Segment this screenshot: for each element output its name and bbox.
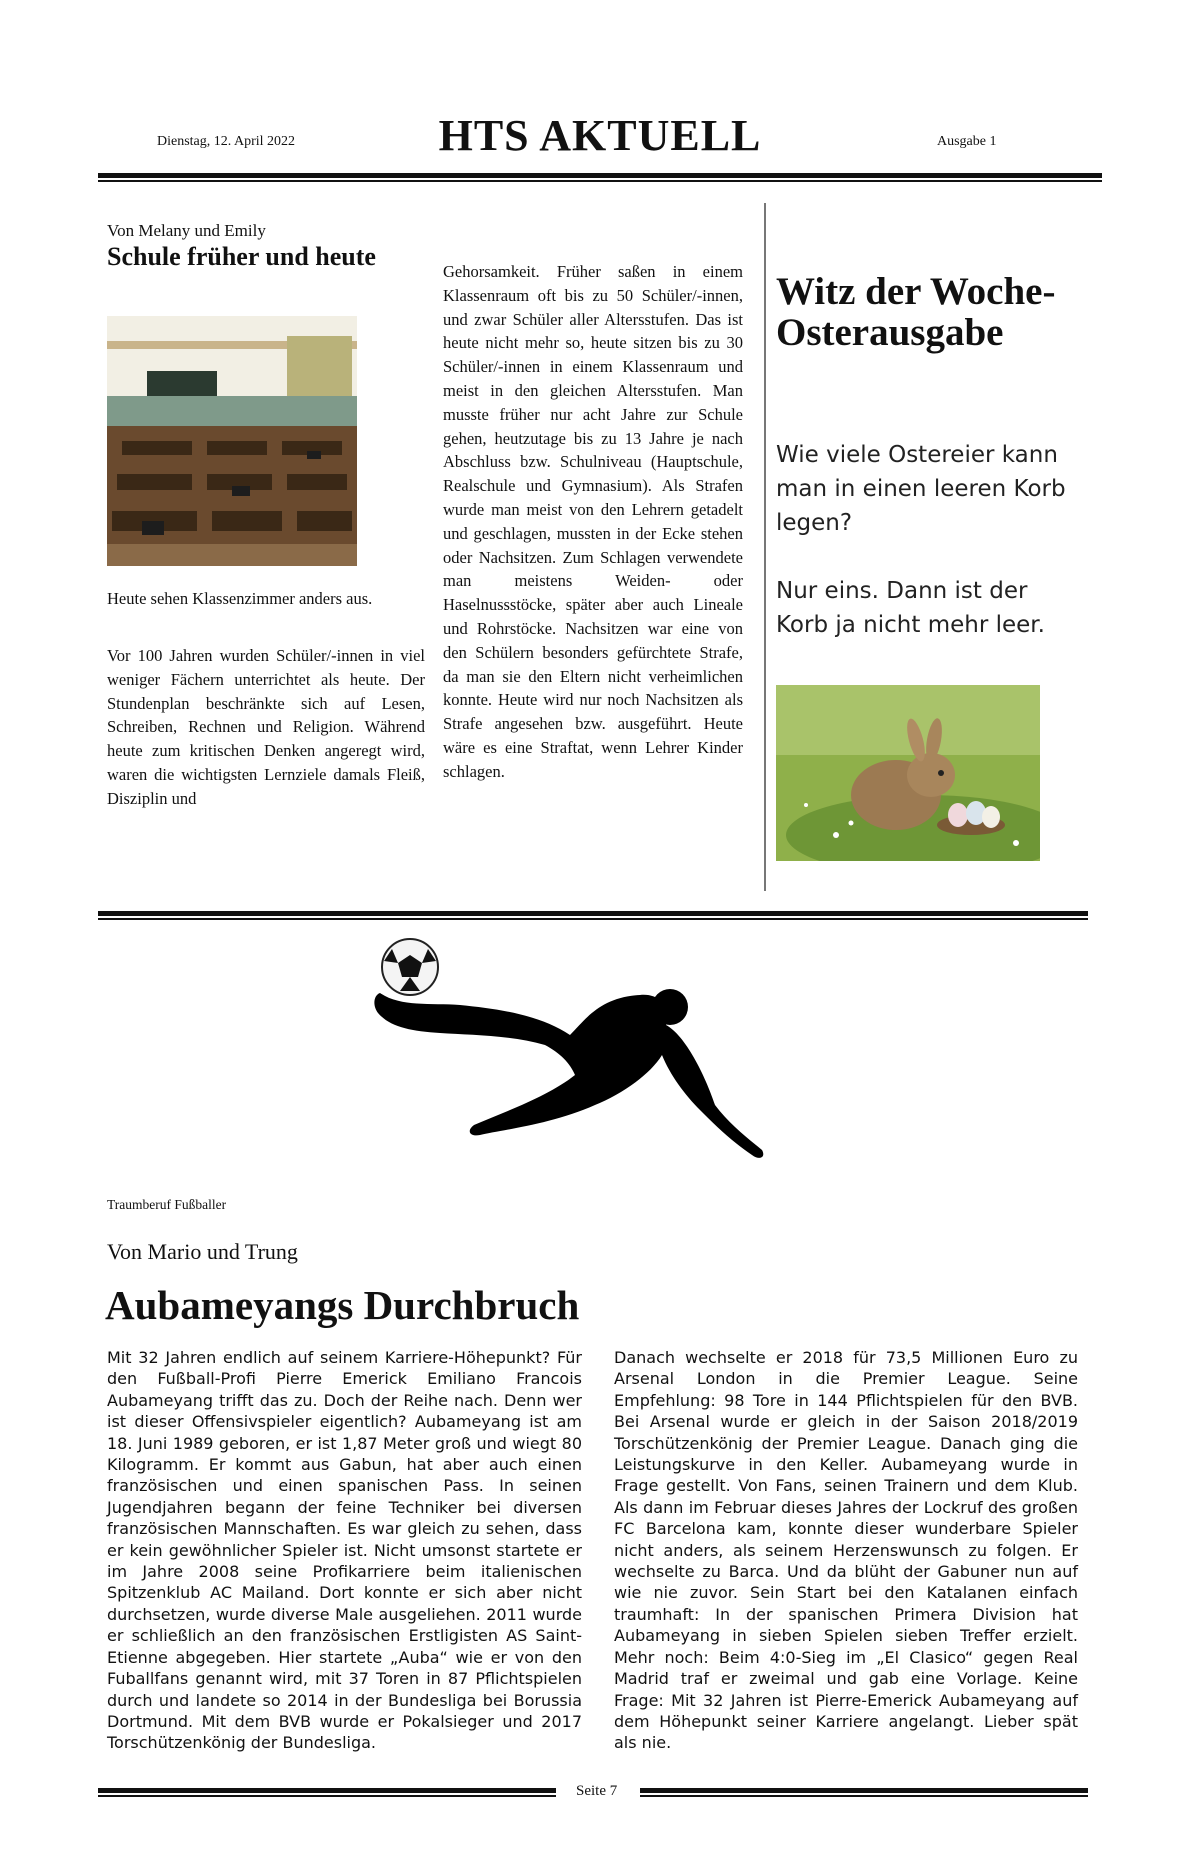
classroom-caption: Heute sehen Klassenzimmer anders aus.: [107, 589, 373, 608]
issue-number: Ausgabe 1: [937, 134, 997, 149]
footer-rule-left-thin: [98, 1795, 556, 1797]
football-text-column-1: Mit 32 Jahren endlich auf seinem Karriere-Höhepunkt? Für den Fußball-Profi Pierre Emerick Emiliano Francois Aubameyang trifft das zu. Doch der Reihe nach. Denn wer ist dieser Offensivspieler eigentlich? Aubameyang ist am 18. Juni 1989 geboren, er ist 1,87 Meter groß und wiegt 80 Kilogramm. Er kommt aus Gabun, hat aber auch einen französischen und einen spanischen Pass. In seinen Jugendjahren begann der feine Techniker bei diversen französischen Mannschaften. Es war gleich zu sehen, dass er kein gewöhnlicher Spieler ist. Nicht umsonst startete er im Jahre 2008 seine Profikarriere beim italienischen Spitzenklub AC Mailand. Dort konnte er sich aber nicht durchsetzen, wurde diverse Male ausgeliehen. 2011 wurde er schließlich an den französischen Erstligisten AS Saint-Etienne abgegeben. Hier startete „Auba“ wie er von den Fuballfans genannt wird, mit 37 Toren in 87 Pflichtspielen durch und landete so 2014 in der Bundesliga bei Borussia Dortmund. Mit dem BVB wurde er Pokalsieger und 2017 Torschützenkönig der Bundesliga.: [107, 1348, 582, 1753]
footer-rule-left-thick: [98, 1788, 556, 1793]
section-rule-thick: [98, 911, 1088, 916]
footballer-silhouette: [370, 935, 810, 1170]
section-rule-thin: [98, 918, 1088, 920]
classroom-photo: [107, 316, 357, 566]
column-divider: [764, 203, 766, 891]
school-text-column-2: Gehorsamkeit. Früher saßen in einem Klassenraum oft bis zu 50 Schüler/-innen, und zwar Schüler aller Altersstufen. Das ist heute nicht mehr so, heute sitzen bis zu 30 Schüler/-innen in einem Klassenraum und meist in den gleichen Altersstufen. Man musste früher nur acht Jahre zur Schule gehen, heutzutage bis zu 13 Jahre je nach Abschluss bzw. Schulniveau (Hauptschule, Realschule und Gymnasium). Als Strafen wurde man meist von den Lehrern getadelt und geschlagen, mussten in der Ecke stehen oder Nachsitzen. Zum Schlagen verwendete man meistens Weiden- oder Haselnussstöcke, später aber auch Lineale und Rohrstöcke. Nachsitzen war eine von den Schülern besonders gefürchtete Strafe, da man sie den Eltern nicht verheimlichen konnte. Heute wird nur noch Nachsitzen als Strafe angesehen bzw. ausgeführt. Heute wäre es eine Straftat, wenn Lehrer Kinder schlagen.: [443, 262, 743, 781]
school-text-column-1: Vor 100 Jahren wurden Schüler/-innen in viel weniger Fächern unterrichtet als heute. Der Stundenplan beschränkte sich auf Lesen, Schreiben, Rechnen und Religion. Während heute zum kritischen Denken angeregt wird, waren die wichtigsten Lernziele damals Fleiß, Disziplin und: [107, 646, 425, 808]
joke-answer: Nur eins. Dann ist der Korb ja nicht mehr leer.: [776, 578, 1045, 638]
joke-title: Witz der Woche-Osterausgabe: [776, 270, 1056, 354]
footer-rule-right-thick: [640, 1788, 1088, 1793]
footer-rule-right-thin: [640, 1795, 1088, 1797]
football-byline: Von Mario und Trung: [107, 1239, 298, 1264]
masthead-rule-thin: [98, 180, 1102, 182]
school-byline: Von Melany und Emily: [107, 221, 266, 240]
page-number: Seite 7: [576, 1783, 618, 1799]
football-headline: Aubameyangs Durchbruch: [105, 1282, 580, 1328]
joke-question: Wie viele Ostereier kann man in einen leeren Korb legen?: [776, 442, 1066, 536]
issue-date: Dienstag, 12. April 2022: [157, 134, 296, 149]
school-headline: Schule früher und heute: [107, 242, 376, 271]
easter-bunny-photo: [776, 685, 1040, 861]
newspaper-title: HTS AKTUELL: [438, 111, 762, 160]
football-text-column-2: Danach wechselte er 2018 für 73,5 Millionen Euro zu Arsenal London in die Premier League. Seine Empfehlung: 98 Tore in 144 Pflichtspielen für den BVB. Bei Arsenal wurde er gleich in der Saison 2018/2019 Torschützenkönig der Premier League. Danach ging die Leistungskurve in den Keller. Aubameyang wurde in Frage gestellt. Von Fans, seinen Trainern und dem Klub. Als dann im Februar dieses Jahres der Lockruf des großen FC Barcelona kam, konnte dieser wunderbare Spieler nicht anders, als seinem Herzenswunsch zu folgen. Er wechselte zu Barca. Und da blüht der Gabuner nun auf wie nie zuvor. Sein Start bei den Katalanen einfach traumhaft: In der spanischen Primera Division hat Aubameyang in sieben Spielen sieben Treffer erzielt. Mehr noch: Beim 4:0-Sieg im „El Clasico“ gegen Real Madrid traf er zweimal und gab eine Vorlage. Keine Frage: Mit 32 Jahren ist Pierre-Emerick Aubameyang auf dem Höhepunkt seiner Karriere angelangt. Lieber spät als nie.: [614, 1348, 1078, 1753]
football-kicker: Traumberuf Fußballer: [107, 1197, 227, 1212]
masthead-rule-thick: [98, 173, 1102, 178]
